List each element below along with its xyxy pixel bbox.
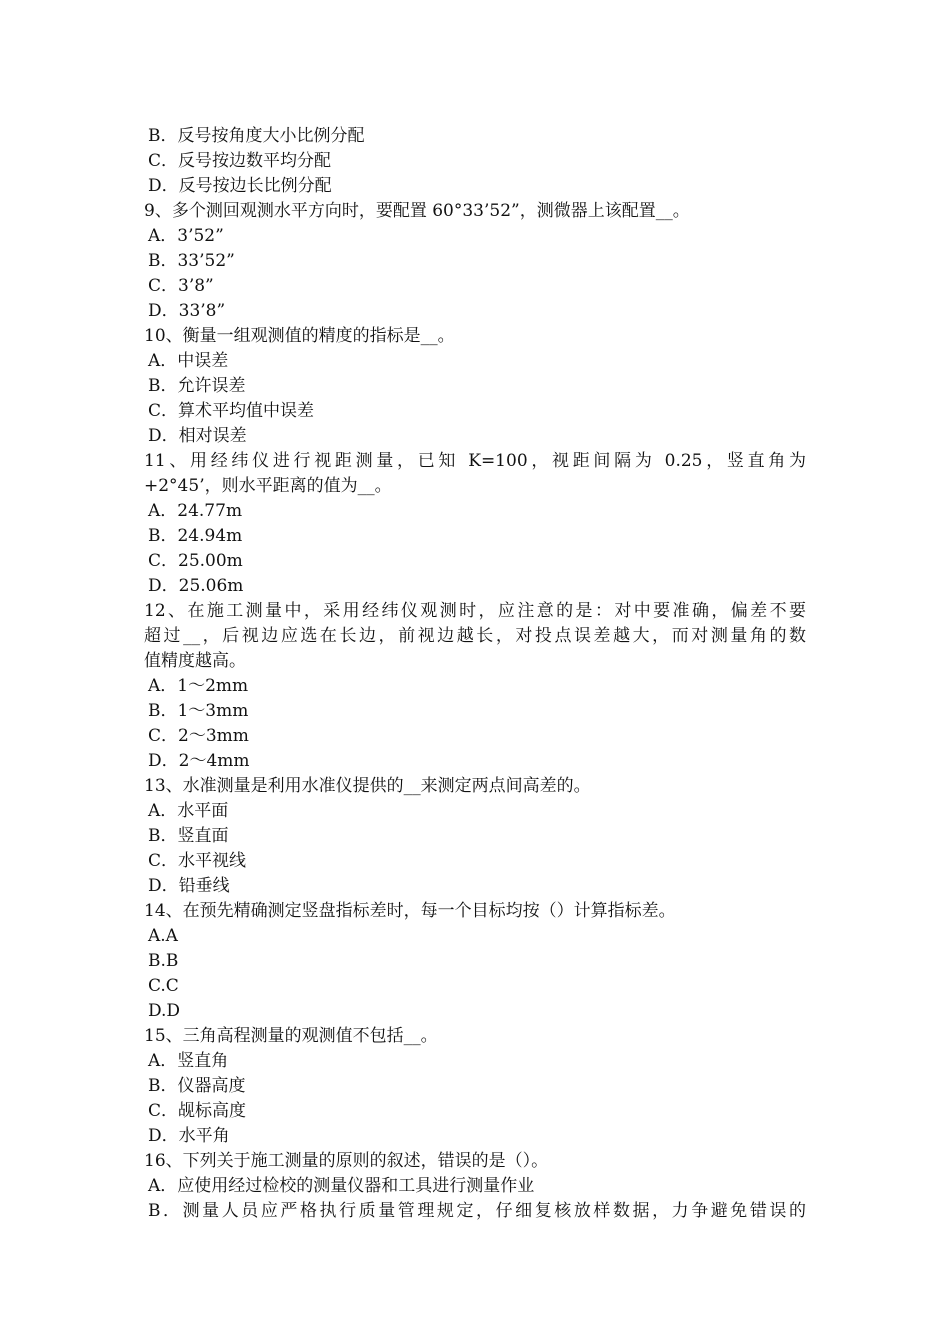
answer-option: B.B xyxy=(148,951,179,971)
answer-option: B．反号按角度大小比例分配 xyxy=(148,126,365,146)
answer-option: D．2～4mm xyxy=(148,751,250,771)
answer-option: A．竖直角 xyxy=(148,1051,229,1071)
answer-option: A．应使用经过检校的测量仪器和工具进行测量作业 xyxy=(148,1176,535,1196)
answer-option: B．仪器高度 xyxy=(148,1076,246,1096)
answer-option: D．水平角 xyxy=(148,1126,230,1146)
question-text-line: 11、用经纬仪进行视距测量，已知 K=100，视距间隔为 0.25，竖直角为 xyxy=(144,451,806,471)
answer-option: B．33’52” xyxy=(148,251,235,271)
answer-option: C．2～3mm xyxy=(148,726,249,746)
answer-option: A．1～2mm xyxy=(148,676,249,696)
answer-option: A．中误差 xyxy=(148,351,229,371)
question-text-line: 10、衡量一组观测值的精度的指标是__。 xyxy=(144,326,455,346)
question-text-line: 12、在施工测量中，采用经纬仪观测时，应注意的是：对中要准确，偏差不要 xyxy=(144,601,806,621)
question-text-line: 值精度越高。 xyxy=(144,651,246,671)
answer-option: C．25.00m xyxy=(148,551,243,571)
answer-option: D．33’8” xyxy=(148,301,226,321)
answer-option: D．相对误差 xyxy=(148,426,247,446)
answer-option: C．反号按边数平均分配 xyxy=(148,151,332,171)
answer-option: B．24.94m xyxy=(148,526,243,546)
question-text-line: 超过__，后视边应选在长边，前视边越长，对投点误差越大，而对测量角的数 xyxy=(144,626,806,646)
answer-option: C.C xyxy=(148,976,179,996)
answer-option: B．测量人员应严格执行质量管理规定，仔细复核放样数据，力争避免错误的 xyxy=(148,1201,806,1221)
answer-option: A.A xyxy=(148,926,178,946)
answer-option: A．3’52” xyxy=(148,226,224,246)
question-text-line: 9、多个测回观测水平方向时，要配置 60°33’52”，测微器上该配置__。 xyxy=(144,201,690,221)
question-text-line: +2°45’，则水平距离的值为__。 xyxy=(144,476,392,496)
question-text-line: 15、三角高程测量的观测值不包括__。 xyxy=(144,1026,438,1046)
question-text-line: 16、下列关于施工测量的原则的叙述，错误的是（）。 xyxy=(144,1151,549,1171)
answer-option: C．觇标高度 xyxy=(148,1101,247,1121)
question-text-line: 13、水准测量是利用水准仪提供的__来测定两点间高差的。 xyxy=(144,776,591,796)
answer-option: C．算术平均值中误差 xyxy=(148,401,315,421)
answer-option: C．水平视线 xyxy=(148,851,247,871)
answer-option: B．允许误差 xyxy=(148,376,246,396)
answer-option: C．3’8” xyxy=(148,276,214,296)
answer-option: B．1～3mm xyxy=(148,701,249,721)
answer-option: D．铅垂线 xyxy=(148,876,230,896)
answer-option: D.D xyxy=(148,1001,181,1021)
answer-option: B．竖直面 xyxy=(148,826,229,846)
answer-option: D．25.06m xyxy=(148,576,244,596)
answer-option: D．反号按边长比例分配 xyxy=(148,176,332,196)
question-text-line: 14、在预先精确测定竖盘指标差时，每一个目标均按（）计算指标差。 xyxy=(144,901,676,921)
answer-option: A．24.77m xyxy=(148,501,243,521)
document-page xyxy=(144,124,806,1224)
answer-option: A．水平面 xyxy=(148,801,229,821)
